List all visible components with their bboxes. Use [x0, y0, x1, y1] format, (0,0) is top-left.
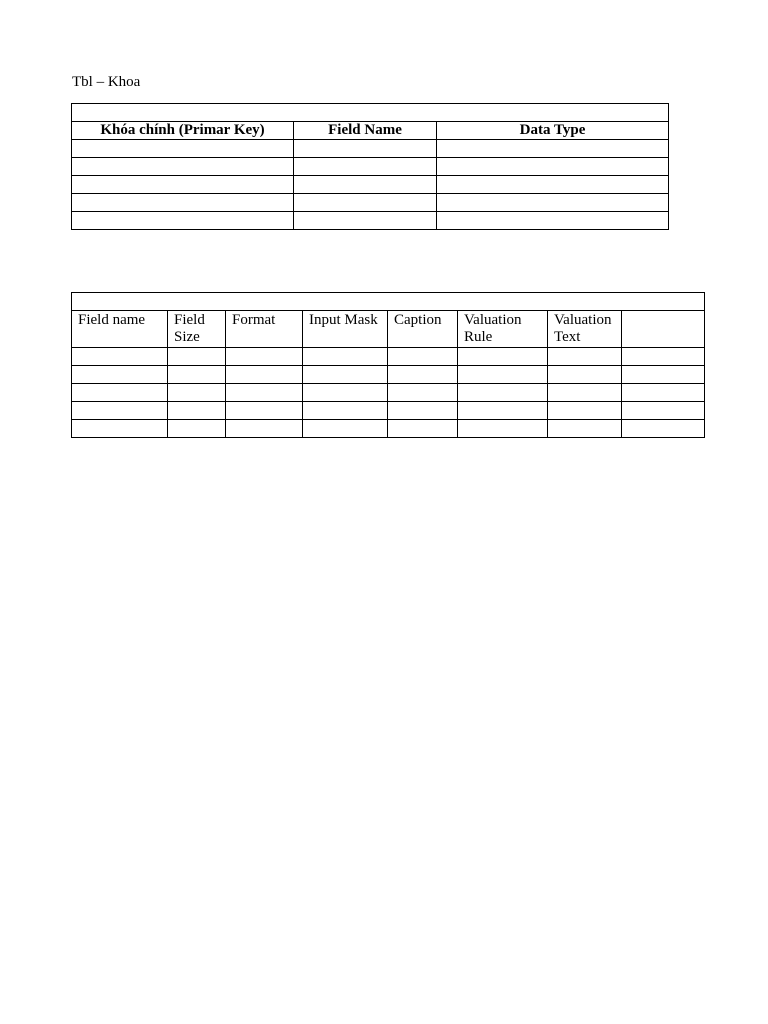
table-cell [303, 402, 388, 420]
table-row [72, 158, 669, 176]
table-cell [303, 366, 388, 384]
table-cell [72, 384, 168, 402]
table-cell [72, 176, 294, 194]
table-cell [226, 420, 303, 438]
table-cell [72, 212, 294, 230]
table-caption-cell [72, 293, 705, 311]
table-cell [168, 384, 226, 402]
table-cell [226, 384, 303, 402]
table-cell [303, 384, 388, 402]
table-cell [458, 402, 548, 420]
header-data-type: Data Type [437, 122, 669, 140]
table-header-row [72, 122, 669, 140]
table-cell [622, 348, 705, 366]
table-row [72, 366, 705, 384]
table-cell [303, 420, 388, 438]
table-row [72, 212, 669, 230]
table-cell [168, 402, 226, 420]
header-field-size: Field Size [168, 311, 226, 348]
header-input-mask: Input Mask [303, 311, 388, 348]
table-cell [548, 366, 622, 384]
table-cell [458, 348, 548, 366]
table-cell [72, 420, 168, 438]
table-caption-row [72, 104, 669, 122]
table-cell [168, 348, 226, 366]
table-cell [437, 212, 669, 230]
table-cell [437, 140, 669, 158]
table-cell [168, 366, 226, 384]
table-row [72, 194, 669, 212]
table-cell [622, 402, 705, 420]
header-caption: Caption [388, 311, 458, 348]
table-cell [294, 212, 437, 230]
table-cell [303, 348, 388, 366]
document-title: Tbl – Khoa [72, 74, 141, 90]
table-cell [168, 420, 226, 438]
field-properties-table [71, 292, 705, 438]
table-row [72, 420, 705, 438]
table-cell [622, 420, 705, 438]
table-cell [548, 402, 622, 420]
table-cell [388, 366, 458, 384]
table-cell [226, 366, 303, 384]
header-format: Format [226, 311, 303, 348]
table-cell [437, 176, 669, 194]
table-cell [458, 366, 548, 384]
table-cell [294, 140, 437, 158]
table-row [72, 384, 705, 402]
table-cell [437, 158, 669, 176]
table-cell [72, 140, 294, 158]
header-primary-key: Khóa chính (Primar Key) [72, 122, 294, 140]
table-caption-cell [72, 104, 669, 122]
header-field-name: Field name [72, 311, 168, 348]
table-cell [622, 366, 705, 384]
table-cell [226, 402, 303, 420]
table-cell [437, 194, 669, 212]
table-cell [458, 420, 548, 438]
primary-key-table [71, 103, 669, 230]
table-cell [388, 402, 458, 420]
table-cell [72, 194, 294, 212]
table-caption-row [72, 293, 705, 311]
table-cell [294, 158, 437, 176]
table-cell [72, 348, 168, 366]
header-valuation-rule: Valuation Rule [458, 311, 548, 348]
table-cell [72, 366, 168, 384]
header-blank [622, 311, 705, 348]
table-cell [622, 384, 705, 402]
table-cell [388, 420, 458, 438]
table-header-row [72, 311, 705, 348]
table-row [72, 348, 705, 366]
table-cell [388, 348, 458, 366]
table-cell [548, 420, 622, 438]
table-cell [226, 348, 303, 366]
header-field-name: Field Name [294, 122, 437, 140]
table-cell [72, 158, 294, 176]
table-cell [458, 384, 548, 402]
table-cell [548, 348, 622, 366]
table-row [72, 402, 705, 420]
table-cell [72, 402, 168, 420]
table-cell [548, 384, 622, 402]
table-cell [294, 176, 437, 194]
table-cell [388, 384, 458, 402]
header-valuation-text: Valuation Text [548, 311, 622, 348]
table-row [72, 140, 669, 158]
table-row [72, 176, 669, 194]
table-cell [294, 194, 437, 212]
